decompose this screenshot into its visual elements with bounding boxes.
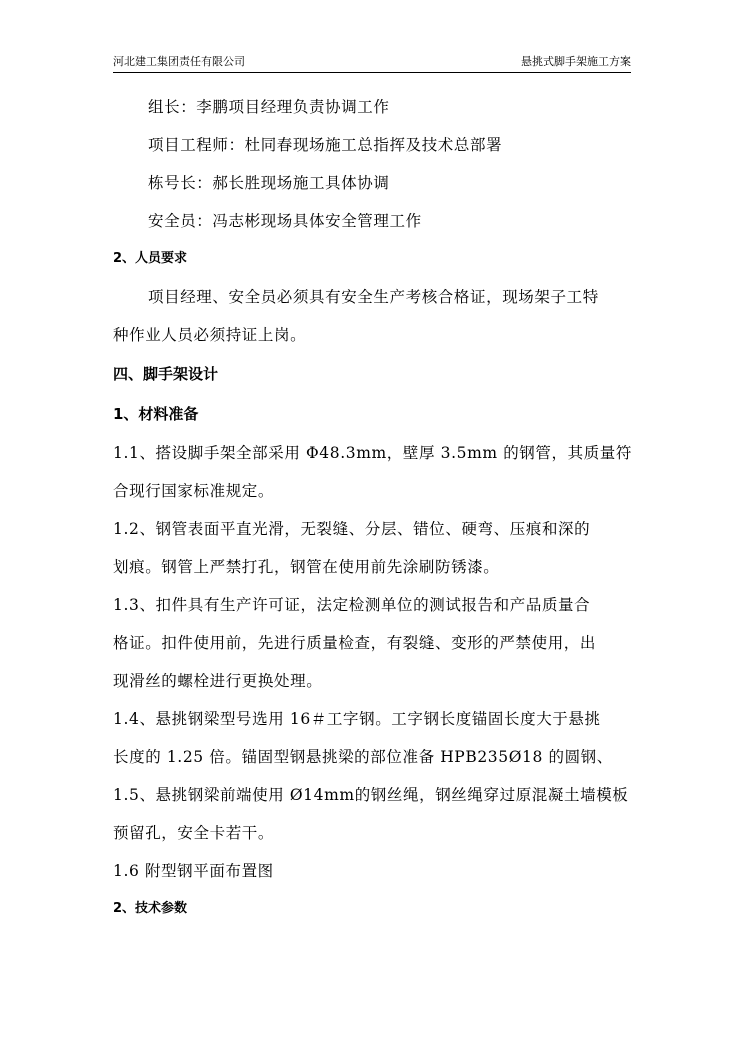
item-line: 格证。扣件使用前，先进行质量检查，有裂缝、变形的严禁使用，出 [113,634,597,652]
item-line: 1.6 附型钢平面布置图 [113,862,274,880]
item-line: 1.1、搭设脚手架全部采用 Φ48.3mm，壁厚 3.5mm 的钢管，其质量符 [113,444,632,462]
role-leader: 组长：李鹏项目经理负责协调工作 [148,98,390,116]
paragraph-line: 种作业人员必须持证上岗。 [113,326,307,344]
item-line: 划痕。钢管上严禁打孔，钢管在使用前先涂刷防锈漆。 [113,558,500,576]
item-line: 1.2、钢管表面平直光滑，无裂缝、分层、错位、硬弯、压痕和深的 [113,520,591,538]
subsection-2-title: 2、技术参数 [113,901,188,916]
header-company: 河北建工集团责任有限公司 [113,55,245,68]
page-header [113,54,631,73]
role-engineer: 项目工程师：杜同春现场施工总指挥及技术总部署 [148,136,503,154]
item-line: 1.4、悬挑钢梁型号选用 16＃工字钢。工字钢长度锚固长度大于悬挑 [113,710,601,728]
item-line: 合现行国家标准规定。 [113,482,275,500]
item-line: 现滑丝的螺栓进行更换处理。 [113,672,323,690]
paragraph-line: 项目经理、安全员必须具有安全生产考核合格证，现场架子工特 [148,288,599,306]
section-4-title: 四、脚手架设计 [113,365,219,383]
item-line: 1.3、扣件具有生产许可证，法定检测单位的测试报告和产品质量合 [113,596,591,614]
item-line: 长度的 1.25 倍。锚固型钢悬挑梁的部位准备 HPB235Ø18 的圆钢、 [113,748,613,766]
item-line: 预留孔，安全卡若干。 [113,824,275,842]
header-doc-title: 悬挑式脚手架施工方案 [521,55,631,68]
page-content [113,88,635,928]
role-building-chief: 栋号长：郝长胜现场施工具体协调 [148,174,390,192]
section-2-title: 2、人员要求 [113,251,188,266]
role-safety-officer: 安全员：冯志彬现场具体安全管理工作 [148,212,422,230]
item-line: 1.5、悬挑钢梁前端使用 Ø14mm的钢丝绳，钢丝绳穿过原混凝土墙模板 [113,786,629,804]
subsection-1-title: 1、材料准备 [113,405,199,423]
